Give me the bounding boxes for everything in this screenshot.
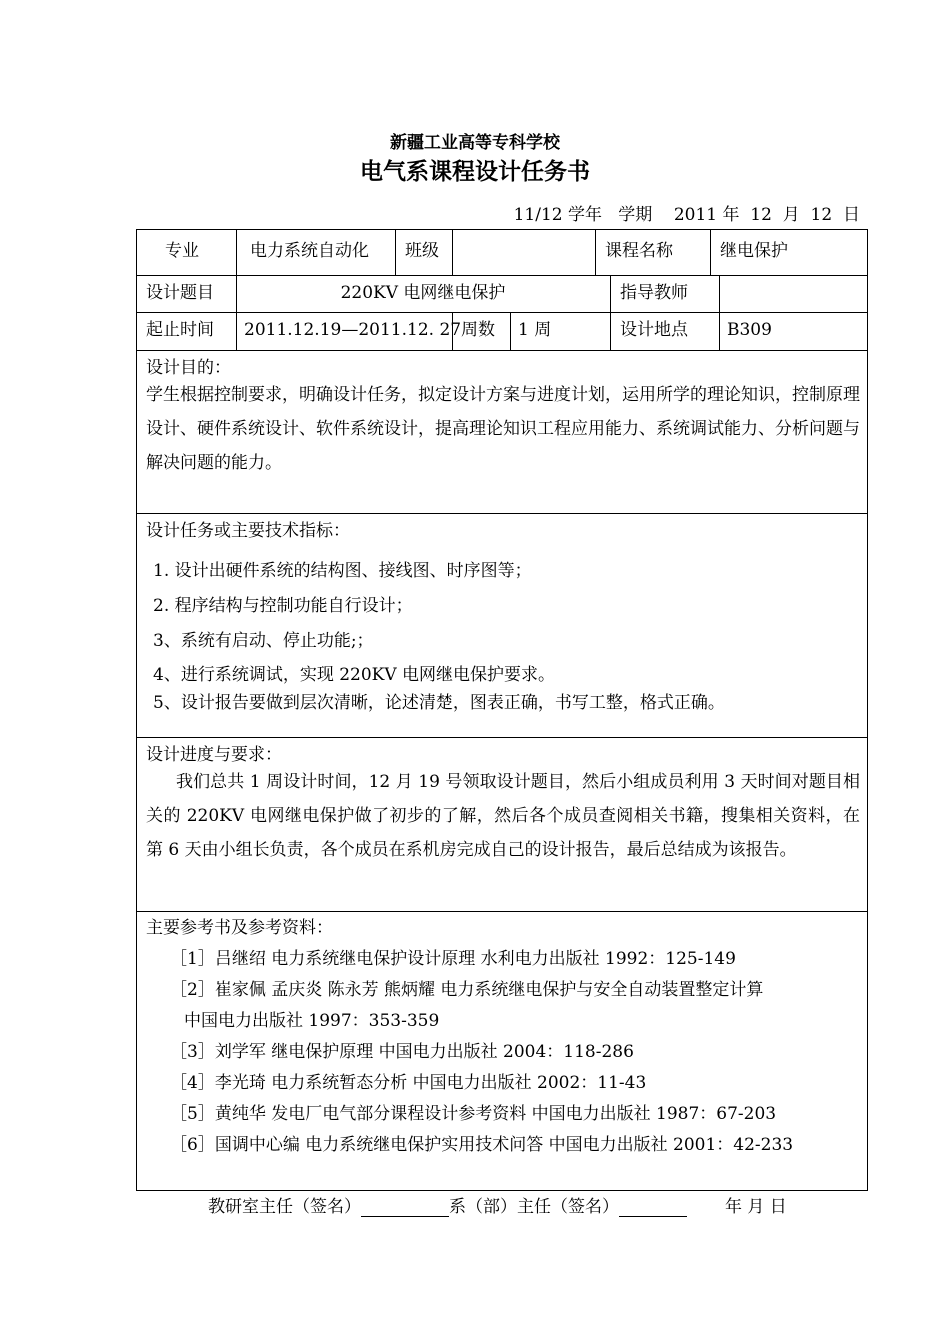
director-label: 教研室主任（签名）	[208, 1197, 361, 1217]
col-divider	[510, 312, 511, 350]
col-divider	[236, 229, 237, 275]
reference-item: ［3］刘学军 继电保护原理 中国电力出版社 2004：118-286	[170, 1042, 634, 1062]
progress-text: 我们总共 1 周设计时间，12 月 19 号领取设计题目，然后小组成员利用 3 天时间对题目相关的 220KV 电网继电保护做了初步的了解，然后各个成员查阅相关书籍，搜集相关资料，在第 6 天由小组长负责，各个成员在系机房完成自己的设计报告，最后总结成为该报告。	[146, 772, 860, 860]
teacher-label: 指导教师	[620, 283, 688, 303]
major-value: 电力系统自动化	[250, 241, 369, 261]
col-divider	[452, 229, 453, 275]
task-item: 4、进行系统调试，实现 220KV 电网继电保护要求。	[153, 665, 556, 685]
date-line: 11/12 学年 学期 2011 年 12 月 12 日	[513, 205, 860, 225]
tasks-heading: 设计任务或主要技术指标：	[146, 521, 350, 541]
signature-footer	[208, 1192, 787, 1217]
col-divider	[710, 229, 711, 275]
course-label: 课程名称	[605, 241, 673, 261]
task-item: 3、系统有启动、停止功能;；	[153, 631, 374, 651]
dept-label: 系（部）主任（签名）	[449, 1197, 619, 1217]
class-label: 班级	[405, 241, 439, 261]
section-divider	[136, 911, 868, 912]
period-label: 起止时间	[146, 320, 214, 340]
task-item: 2. 程序结构与控制功能自行设计；	[153, 596, 413, 616]
col-divider	[595, 229, 596, 275]
director-signature-line	[361, 1196, 449, 1217]
purpose-heading: 设计目的：	[146, 358, 231, 378]
row-divider	[136, 312, 868, 313]
reference-item: ［1］吕继绍 电力系统继电保护设计原理 水利电力出版社 1992：125-149	[170, 949, 736, 969]
dept-signature-line	[619, 1196, 687, 1217]
reference-item: 中国电力出版社 1997：353-359	[184, 1011, 440, 1031]
row-divider	[136, 275, 868, 276]
col-divider	[395, 229, 396, 275]
col-divider	[719, 275, 720, 312]
location-label: 设计地点	[620, 320, 688, 340]
section-divider	[136, 513, 868, 514]
school-name: 新疆工业高等专科学校	[390, 133, 560, 153]
purpose-text: 学生根据控制要求，明确设计任务，拟定设计方案与进度计划，运用所学的理论知识，控制原理设计、硬件系统设计、软件系统设计，提高理论知识工程应用能力、系统调试能力、分析问题与解决问题的能力。	[146, 385, 860, 473]
progress-heading: 设计进度与要求：	[146, 745, 282, 765]
document-title: 电气系课程设计任务书	[360, 159, 590, 185]
major-label: 专业	[165, 241, 199, 261]
task-item: 5、设计报告要做到层次清晰，论述清楚，图表正确，书写工整，格式正确。	[153, 693, 725, 713]
date-label: 年 月 日	[725, 1197, 787, 1217]
period-value: 2011.12.19—2011.12. 27	[244, 320, 462, 340]
col-divider	[610, 275, 611, 312]
location-value: B309	[727, 320, 772, 340]
topic-label: 设计题目	[146, 283, 214, 303]
section-divider	[136, 737, 868, 738]
reference-item: ［5］黄纯华 发电厂电气部分课程设计参考资料 中国电力出版社 1987：67-203	[170, 1104, 777, 1124]
references-heading: 主要参考书及参考资料：	[146, 918, 333, 938]
reference-item: ［6］国调中心编 电力系统继电保护实用技术问答 中国电力出版社 2001：42-233	[170, 1135, 794, 1155]
row-divider	[136, 350, 868, 351]
col-divider	[610, 312, 611, 350]
task-item: 1. 设计出硬件系统的结构图、接线图、时序图等；	[153, 561, 532, 581]
reference-item: ［4］李光琦 电力系统暂态分析 中国电力出版社 2002：11-43	[170, 1073, 647, 1093]
weeks-value: 1 周	[518, 320, 552, 340]
col-divider	[719, 312, 720, 350]
col-divider	[236, 312, 237, 350]
weeks-label: 周数	[461, 320, 495, 340]
course-value: 继电保护	[720, 241, 788, 261]
reference-item: ［2］崔家佩 孟庆炎 陈永芳 熊炳耀 电力系统继电保护与安全自动装置整定计算	[170, 980, 764, 1000]
topic-value: 220KV 电网继电保护	[340, 283, 506, 303]
